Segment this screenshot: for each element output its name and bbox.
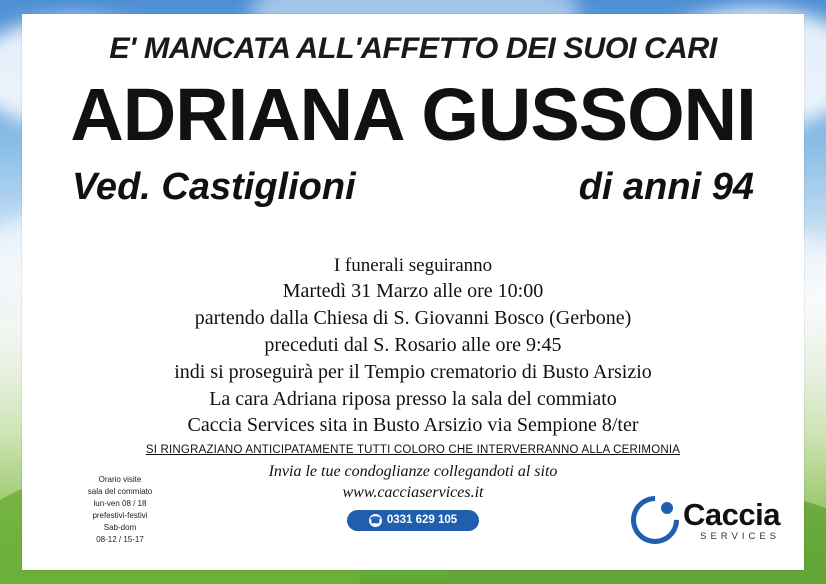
age-label: di anni 94 [578, 166, 754, 208]
visiting-hours-line: Sab-dom [103, 523, 137, 532]
visiting-hours [60, 474, 180, 546]
phone-badge[interactable] [347, 510, 479, 531]
logo-brand-sub: SERVICES [700, 530, 780, 542]
deceased-details-row [22, 166, 804, 209]
funeral-details-line: Martedì 31 Marzo alle ore 10:00 [282, 280, 544, 303]
announcement-header: E' MANCATA ALL'AFFETTO DEI SUOI CARI [109, 32, 717, 65]
widow-of-label: Ved. Castiglioni [72, 166, 356, 208]
phone-icon: ☎ [369, 514, 381, 525]
funeral-details-line: La cara Adriana riposa presso la sala del commiato [209, 387, 617, 410]
deceased-name: ADRIANA GUSSONI [70, 73, 756, 156]
website-link[interactable]: www.cacciaservices.it [342, 483, 484, 501]
funeral-details-line: partendo dalla Chiesa di S. Giovanni Bosco (Gerbone) [194, 307, 632, 330]
visiting-hours-line: sala del commiato [87, 487, 153, 496]
logo-brand: Caccia [683, 496, 780, 532]
funeral-details [22, 253, 804, 439]
funeral-details-line: Caccia Services sita in Busto Arsizio via Sempione 8/ter [187, 414, 639, 437]
funeral-details-line: preceduti dal S. Rosario alle ore 9:45 [264, 334, 562, 357]
funeral-details-line: indi si proseguirà per il Tempio crematorio di Busto Arsizio [174, 360, 652, 383]
condolences-invite: Invia le tue condoglianze collegandoti al sito [268, 463, 558, 480]
swirl-icon [621, 486, 689, 554]
company-logo [631, 496, 780, 544]
funeral-details-line: I funerali seguiranno [333, 255, 493, 276]
visiting-hours-line: lun-ven 08 / 18 [93, 499, 147, 508]
visiting-hours-line: prefestivi-festivi [92, 511, 148, 520]
visiting-hours-line: 08-12 / 15-17 [96, 535, 144, 544]
thanks-note: SI RINGRAZIANO ANTICIPATAMENTE TUTTI COLORO CHE INTERVERRANNO ALLA CERIMONIA [145, 444, 681, 456]
notice-card [22, 14, 804, 570]
logo-wordmark [683, 496, 780, 542]
phone-number: 0331 629 105 [386, 514, 458, 527]
visiting-hours-line: Orario visite [98, 475, 142, 484]
notice-footer [22, 444, 804, 562]
